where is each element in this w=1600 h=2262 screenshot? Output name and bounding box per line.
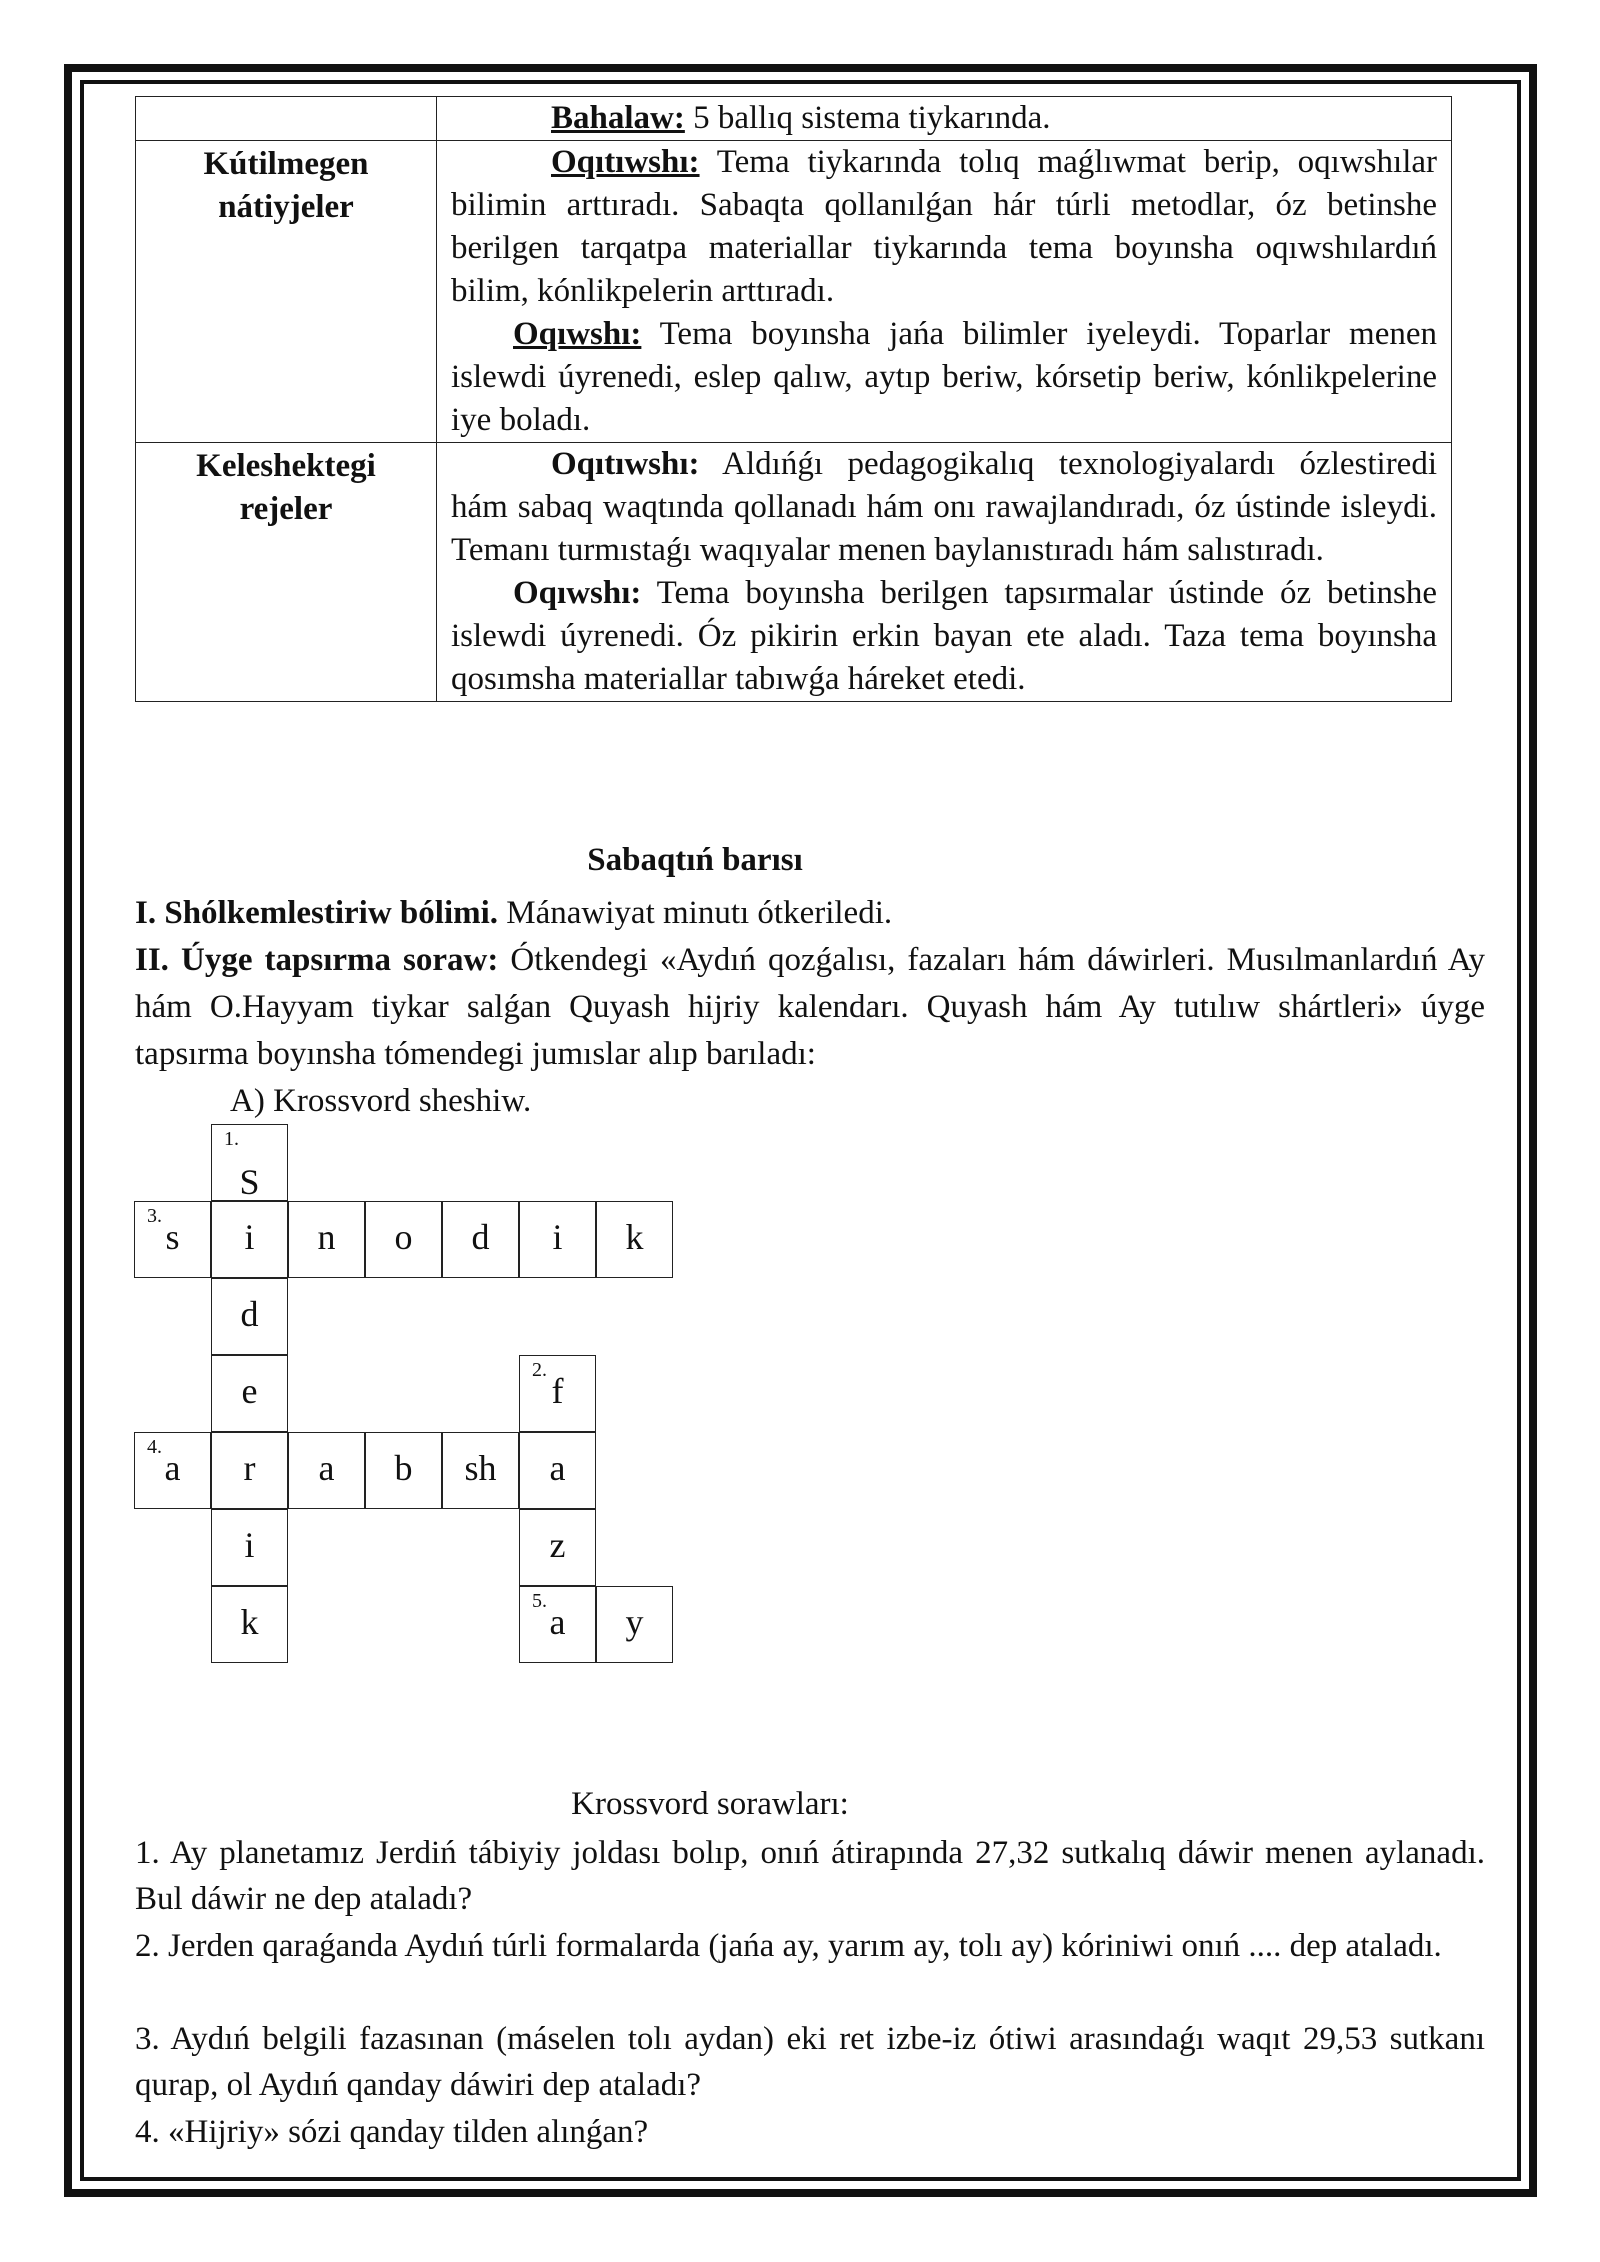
teacher-paragraph xyxy=(451,443,1437,572)
crossword-cell xyxy=(288,1432,365,1509)
crossword-cell xyxy=(519,1586,596,1663)
crossword-cell xyxy=(519,1509,596,1586)
assessment-label: Bahalaw: xyxy=(551,100,685,136)
crossword-cell xyxy=(211,1124,288,1201)
crossword-clue-number: 3. xyxy=(147,1205,162,1227)
teacher-label: Oqıtıwshı: xyxy=(551,144,700,180)
question-1: 1. Ay planetamız Jerdiń tábiyiy joldası bolıp, onıń átirapında 27,32 sutkalıq dáwir menen aylanadı. Bul dáwir ne dep ataladı? xyxy=(135,1835,1485,1917)
crossword-cell xyxy=(134,1432,211,1509)
crossword-letter: d xyxy=(240,1294,259,1334)
crossword-cell xyxy=(211,1201,288,1278)
crossword-letter: k xyxy=(625,1217,644,1257)
crossword-cell xyxy=(596,1586,673,1663)
student-paragraph xyxy=(451,313,1437,442)
lesson-info-table xyxy=(135,96,1452,702)
crossword-cell xyxy=(211,1278,288,1355)
part1-paragraph xyxy=(135,890,1485,937)
crossword-cell xyxy=(519,1432,596,1509)
crossword-cell xyxy=(365,1201,442,1278)
crossword-letter: z xyxy=(549,1525,566,1565)
crossword-cell xyxy=(442,1201,519,1278)
crossword-letter: o xyxy=(394,1217,413,1257)
table-cell-empty xyxy=(136,97,437,141)
crossword-letter: a xyxy=(549,1602,566,1642)
assessment-text: 5 ballıq sistema tiykarında. xyxy=(684,100,1051,136)
crossword-letter: a xyxy=(164,1448,181,1488)
teacher-text: Aldıńǵı pedagogikalıq texnologiyalardı ózlestiredi hám sabaq waqtında qollanadı hám onı rawajlandıradı, óz ústinde isleydi. Temanı turmıstaǵı waqıyalar menen baylanıstıradı hám salıstıradı. xyxy=(451,446,1437,568)
crossword-clue-number: 4. xyxy=(147,1436,162,1458)
crossword-letter: a xyxy=(318,1448,335,1488)
student-text: Tema boyınsha berilgen tapsırmalar ústinde óz betinshe islewdi úyrenedi. Óz pikirin erkin bayan ete aladı. Taza tema boyınsha qosımsha materiallar tabıwǵa háreket etedi. xyxy=(451,575,1437,697)
student-text: Tema boyınsha jańa bilimler iyeleydi. Toparlar menen islewdi úyrenedi, eslep qalıw, aytıp beriw, kórsetip beriw, kónlikpelerine iye boladı. xyxy=(451,316,1437,438)
table-row-expected-results xyxy=(136,141,1452,443)
crossword-letter: i xyxy=(244,1525,255,1565)
crossword-cell xyxy=(519,1201,596,1278)
crossword-letter: i xyxy=(552,1217,563,1257)
crossword-clue-number: 1. xyxy=(224,1128,239,1150)
crossword-cell xyxy=(519,1355,596,1432)
crossword-cell xyxy=(596,1201,673,1278)
crossword-letter: f xyxy=(551,1371,564,1411)
assessment-cell xyxy=(437,97,1452,141)
crossword-letter: n xyxy=(317,1217,336,1257)
crossword-cell xyxy=(211,1586,288,1663)
crossword-cell xyxy=(211,1509,288,1586)
crossword-letter: k xyxy=(240,1602,259,1642)
crossword-letter: s xyxy=(165,1217,180,1257)
crossword-letter: a xyxy=(549,1448,566,1488)
crossword-letter: r xyxy=(243,1448,256,1488)
teacher-paragraph xyxy=(451,141,1437,313)
crossword-letter: i xyxy=(244,1217,255,1257)
crossword-cell xyxy=(134,1201,211,1278)
teacher-label: Oqıtıwshı: xyxy=(551,446,700,482)
questions-heading: Krossvord sorawları: xyxy=(571,1786,849,1822)
expected-results-title: Kútilmegen nátiyjeler xyxy=(136,141,437,443)
question-4: 4. «Hijriy» sózi qanday tilden alınǵan? xyxy=(135,2114,649,2150)
crossword-cell xyxy=(211,1432,288,1509)
crossword-letter: y xyxy=(625,1602,644,1642)
part2-label: II. Úyge tapsırma soraw: xyxy=(135,942,499,978)
crossword-clue-number: 2. xyxy=(532,1359,547,1381)
part2-paragraph xyxy=(135,937,1485,1078)
table-row-assessment xyxy=(136,97,1452,141)
crossword-letter: b xyxy=(394,1448,413,1488)
future-plans-title: Keleshektegi rejeler xyxy=(136,443,437,702)
future-plans-cell xyxy=(437,443,1452,702)
part1-text: Mánawiyat minutı ótkeriledi. xyxy=(498,895,893,931)
part1-label: I. Shólkemlestiriw bólimi. xyxy=(135,895,499,931)
teacher-text: Tema tiykarında tolıq maǵlıwmat berip, oqıwshılar bilimin arttıradı. Sabaqta qollanılǵan hár túrli metodlar, óz betinshe berilgen tarqatpa materiallar tiykarında tema boyınsha oqıwshılardıń bilim, kónlikpelerin arttıradı. xyxy=(451,144,1437,309)
crossword-cell xyxy=(365,1432,442,1509)
student-label: Oqıwshı: xyxy=(513,575,642,611)
task-a: A) Krossvord sheshiw. xyxy=(230,1083,532,1119)
crossword-letter: e xyxy=(241,1371,258,1411)
lesson-heading: Sabaqtıń barısı xyxy=(587,842,803,878)
expected-results-cell xyxy=(437,141,1452,443)
student-paragraph xyxy=(451,572,1437,701)
part2-text: Ótkendegi «Aydıń qozǵalısı, fazaları hám dáwirleri. Musılmanlardıń Ay hám O.Hayyam tiykar salǵan Quyash hijriy kalendarı. Quyash hám Ay tutılıw shártleri» úyge tapsırma boyınsha tómendegi jumıslar alıp barıladı: xyxy=(135,942,1485,1072)
question-3: 3. Aydıń belgili fazasınan (máselen tolı aydan) eki ret izbe-iz ótiwi arasındaǵı waqıt 29,53 sutkanı qurap, ol Aydıń qanday dáwiri dep ataladı? xyxy=(135,2021,1485,2103)
crossword-letter: d xyxy=(471,1217,490,1257)
question-2: 2. Jerden qaraǵanda Aydıń túrli formalarda (jańa ay, yarım ay, tolı ay) kóriniwi onıń .... dep ataladı. xyxy=(135,1928,1442,1964)
crossword-letter: S xyxy=(239,1162,260,1202)
crossword-letter: sh xyxy=(464,1448,497,1488)
crossword-cell xyxy=(288,1201,365,1278)
crossword-clue-number: 5. xyxy=(532,1590,547,1612)
crossword-cell xyxy=(442,1432,519,1509)
table-row-future-plans xyxy=(136,443,1452,702)
student-label: Oqıwshı: xyxy=(513,316,642,352)
crossword-cell xyxy=(211,1355,288,1432)
